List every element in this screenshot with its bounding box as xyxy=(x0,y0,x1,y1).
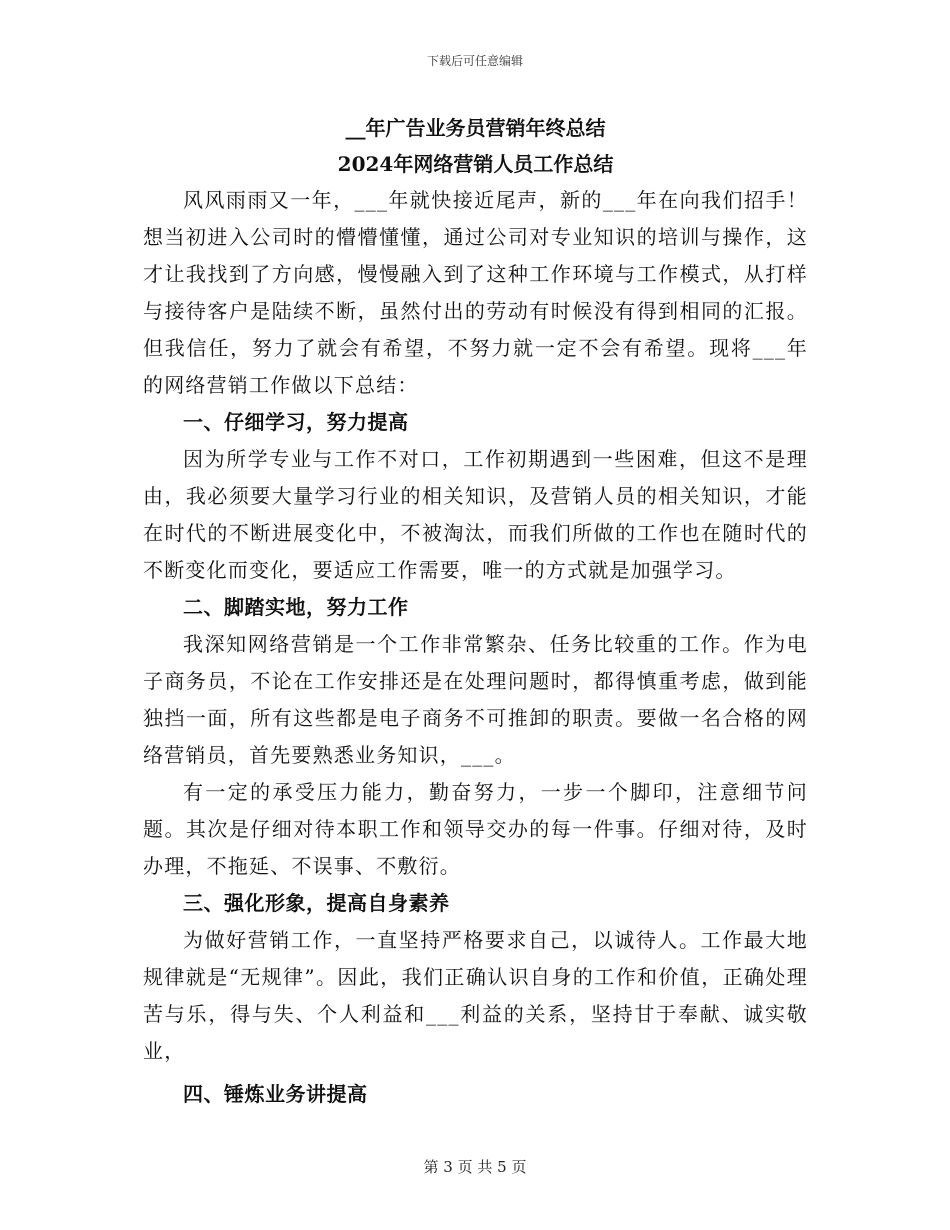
section-heading-2: 二、脚踏实地，努力工作 xyxy=(183,595,409,619)
document-title: __年广告业务员营销年终总结 xyxy=(345,116,606,140)
paragraph-section-1: 因为所学专业与工作不对口，工作初期遇到一些困难，但这不是理由，我必须要大量学习行业的相关知识，及营销人员的相关知识，才能在时代的不断进展变化中，不被淘汰，而我们所做的工作也在随时代的不断变化而变化，要适应工作需要，唯一的方式就是加强学习。 xyxy=(143,447,808,582)
section-heading-1: 一、仔细学习，努力提高 xyxy=(183,410,409,434)
document-body xyxy=(143,110,808,1113)
paragraph-section-2b: 有一定的承受压力能力，勤奋努力，一步一个脚印，注意细节问题。其次是仔细对待本职工作和领导交办的每一件事。仔细对待，及时办理，不拖延、不误事、不敷衍。 xyxy=(143,780,808,878)
paragraph-section-2a: 我深知网络营销是一个工作非常繁杂、任务比较重的工作。作为电子商务员，不论在工作安排还是在处理问题时，都得慎重考虑，做到能独挡一面，所有这些都是电子商务不可推卸的职责。要做一名合格的网络营销员，首先要熟悉业务知识，___。 xyxy=(143,632,808,767)
document-subtitle: 2024年网络营销人员工作总结 xyxy=(337,152,614,176)
paragraph-section-3: 为做好营销工作，一直坚持严格要求自己，以诚待人。工作最大地规律就是“无规律”。因此，我们正确认识自身的工作和价值，正确处理苦与乐，得与失、个人利益和___利益的关系，坚持甘于奉献、诚实敬业， xyxy=(143,928,808,1063)
section-heading-3: 三、强化形象，提高自身素养 xyxy=(183,891,450,915)
section-heading-4: 四、锤炼业务讲提高 xyxy=(183,1082,368,1106)
header-note: 下载后可任意编辑 xyxy=(426,54,523,68)
paragraph-intro: 风风雨雨又一年，___年就快接近尾声，新的___年在向我们招手！想当初进入公司时的懵懵懂懂，通过公司对专业知识的培训与操作，这才让我找到了方向感，慢慢融入到了这种工作环境与工作模式，从打样与接待客户是陆续不断，虽然付出的劳动有时候没有得到相同的汇报。但我信任，努力了就会有希望，不努力就一定不会有希望。现将___年的网络营销工作做以下总结： xyxy=(143,188,808,397)
page-footer: 第 3 页 共 5 页 xyxy=(423,1158,527,1176)
